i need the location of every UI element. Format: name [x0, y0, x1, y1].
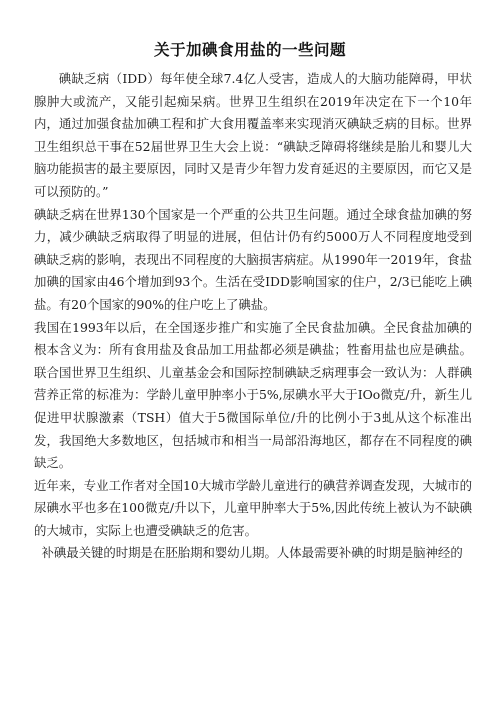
document-body: [34, 68, 472, 565]
paragraph-5: 补碘最关键的时期是在胚胎期和婴幼儿期。人体最需要补碘的时期是脑神经的: [41, 545, 463, 561]
paragraph-2: 碘缺乏病在世界130个国家是一个严重的公共卫生问题。通过全球食盐加碘的努力，减少碘缺乏病取得了明显的进展，但估计仍有约5000万人不同程度地受到碘缺乏病的影响，表现出不同程度的大脑损害病症。从1990年一2019年，食盐加碘的国家由46个增加到93个。生活在受IDD影响国家的住户，2/3已能吃上碘盐。有20个国家的90%的住户吃上了碘盐。: [34, 206, 472, 312]
document-title: 关于加碘食用盐的一些问题: [153, 40, 346, 59]
paragraph-3: 我国在1993年以后，在全国逐步推广和实施了全民食盐加碘。全民食盐加碘的根本含义为：所有食用盐及食品加工用盐都必须是碘盐；牲畜用盐也应是碘盐。联合国世界卫生组织、儿童基金会和国际控制碘缺乏病理事会一致认为：人群碘营养正常的标准为：学龄儿童甲肿率小于5%,尿碘水平大于IOo微克/升，新生儿促进甲状腺激素（TSH）值大于5微国际单位/升的比例小于3虬从这个标准出发，我国绝大多数地区，包括城市和相当一局部沿海地区，都存在不同程度的碘缺乏。: [34, 319, 472, 471]
paragraph-1: 碘缺乏病（IDD）每年使全球7.4亿人受害，造成人的大脑功能障碍，甲状腺肿大或流产，又能引起痴呆病。世界卫生组织在2019年决定在下一个10年内，通过加强食盐加碘工程和扩大食用覆盖率来实现消灭碘缺乏病的目标。世界卫生组织总干事在52届世界卫生大会上说：“碘缺乏障碍将继续是胎儿和婴儿大脑功能损害的最主要原因，同时又是青少年智力发育延迟的主要原因，而它又是可以预防的。”: [34, 71, 472, 199]
paragraph-4: 近年来，专业工作者对全国10大城市学龄儿童进行的碘营养调查发现，大城市的尿碘水平也多在100微克/升以下，儿童甲肿率大于5%,因此传统上被认为不缺碘的大城市，实际上也遭受碘缺乏的危害。: [34, 477, 472, 538]
